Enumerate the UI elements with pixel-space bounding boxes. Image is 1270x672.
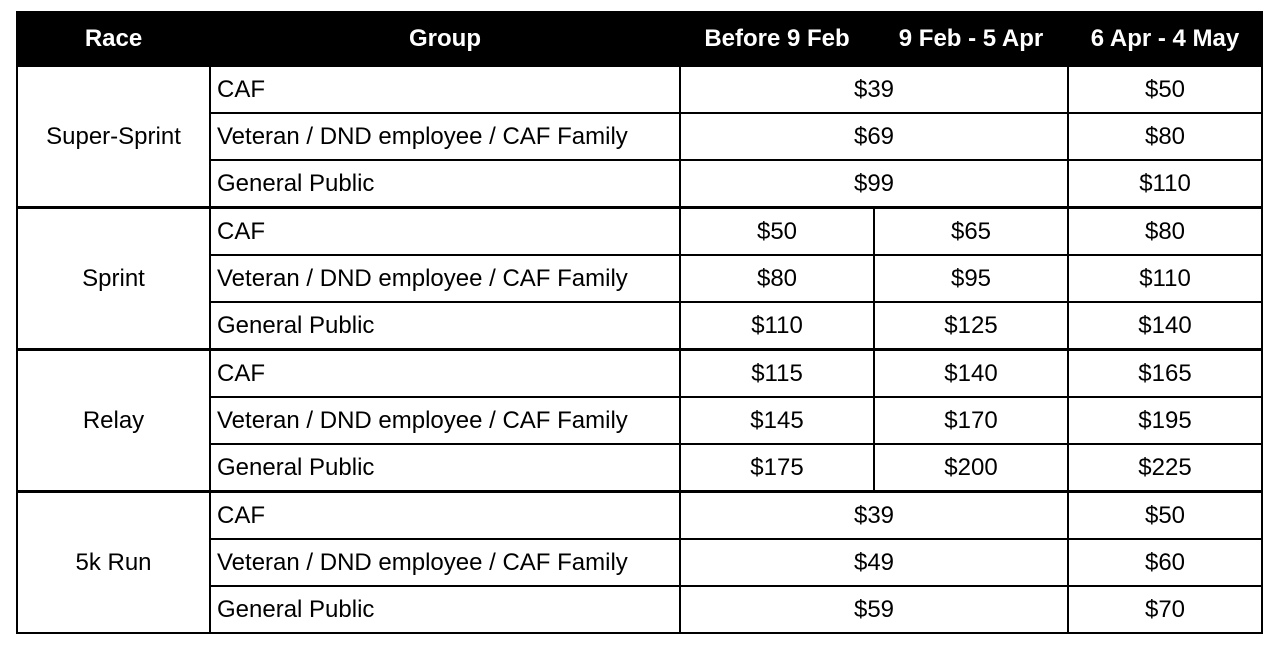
price-cell: $115 bbox=[680, 350, 874, 398]
price-cell: $50 bbox=[1068, 66, 1262, 114]
group-cell: General Public bbox=[210, 586, 680, 633]
price-cell: $200 bbox=[874, 444, 1068, 492]
group-cell: General Public bbox=[210, 160, 680, 208]
price-cell: $39 bbox=[680, 492, 1068, 540]
race-name: 5k Run bbox=[17, 492, 210, 634]
price-cell: $175 bbox=[680, 444, 874, 492]
price-cell: $50 bbox=[680, 208, 874, 256]
price-cell: $110 bbox=[680, 302, 874, 350]
price-cell: $70 bbox=[1068, 586, 1262, 633]
price-cell: $225 bbox=[1068, 444, 1262, 492]
table-row bbox=[17, 492, 1262, 540]
price-cell: $140 bbox=[874, 350, 1068, 398]
price-cell: $65 bbox=[874, 208, 1068, 256]
group-cell: CAF bbox=[210, 208, 680, 256]
race-block-sprint bbox=[17, 208, 1262, 350]
group-cell: General Public bbox=[210, 302, 680, 350]
header-9-feb-5-apr: 9 Feb - 5 Apr bbox=[874, 12, 1068, 66]
price-cell: $59 bbox=[680, 586, 1068, 633]
price-cell: $39 bbox=[680, 66, 1068, 114]
header-before-9-feb: Before 9 Feb bbox=[680, 12, 874, 66]
header-6-apr-4-may: 6 Apr - 4 May bbox=[1068, 12, 1262, 66]
race-block-relay bbox=[17, 350, 1262, 492]
price-cell: $60 bbox=[1068, 539, 1262, 586]
price-cell: $165 bbox=[1068, 350, 1262, 398]
price-cell: $110 bbox=[1068, 160, 1262, 208]
price-cell: $145 bbox=[680, 397, 874, 444]
race-name: Relay bbox=[17, 350, 210, 492]
price-cell: $80 bbox=[680, 255, 874, 302]
header-group: Group bbox=[210, 12, 680, 66]
group-cell: General Public bbox=[210, 444, 680, 492]
group-cell: CAF bbox=[210, 350, 680, 398]
table-row bbox=[17, 66, 1262, 114]
group-cell: CAF bbox=[210, 492, 680, 540]
race-name: Super-Sprint bbox=[17, 66, 210, 208]
price-cell: $49 bbox=[680, 539, 1068, 586]
price-cell: $99 bbox=[680, 160, 1068, 208]
header-row bbox=[17, 12, 1262, 66]
table-row bbox=[17, 208, 1262, 256]
price-cell: $195 bbox=[1068, 397, 1262, 444]
price-cell: $95 bbox=[874, 255, 1068, 302]
table-row bbox=[17, 350, 1262, 398]
group-cell: CAF bbox=[210, 66, 680, 114]
price-cell: $80 bbox=[1068, 113, 1262, 160]
price-cell: $140 bbox=[1068, 302, 1262, 350]
price-cell: $170 bbox=[874, 397, 1068, 444]
registration-fees-table bbox=[16, 11, 1263, 634]
race-block-5k-run bbox=[17, 492, 1262, 634]
price-cell: $80 bbox=[1068, 208, 1262, 256]
price-cell: $125 bbox=[874, 302, 1068, 350]
price-cell: $110 bbox=[1068, 255, 1262, 302]
header-race: Race bbox=[17, 12, 210, 66]
race-name: Sprint bbox=[17, 208, 210, 350]
group-cell: Veteran / DND employee / CAF Family bbox=[210, 539, 680, 586]
price-cell: $69 bbox=[680, 113, 1068, 160]
group-cell: Veteran / DND employee / CAF Family bbox=[210, 255, 680, 302]
race-block-super-sprint bbox=[17, 66, 1262, 208]
price-cell: $50 bbox=[1068, 492, 1262, 540]
group-cell: Veteran / DND employee / CAF Family bbox=[210, 113, 680, 160]
group-cell: Veteran / DND employee / CAF Family bbox=[210, 397, 680, 444]
